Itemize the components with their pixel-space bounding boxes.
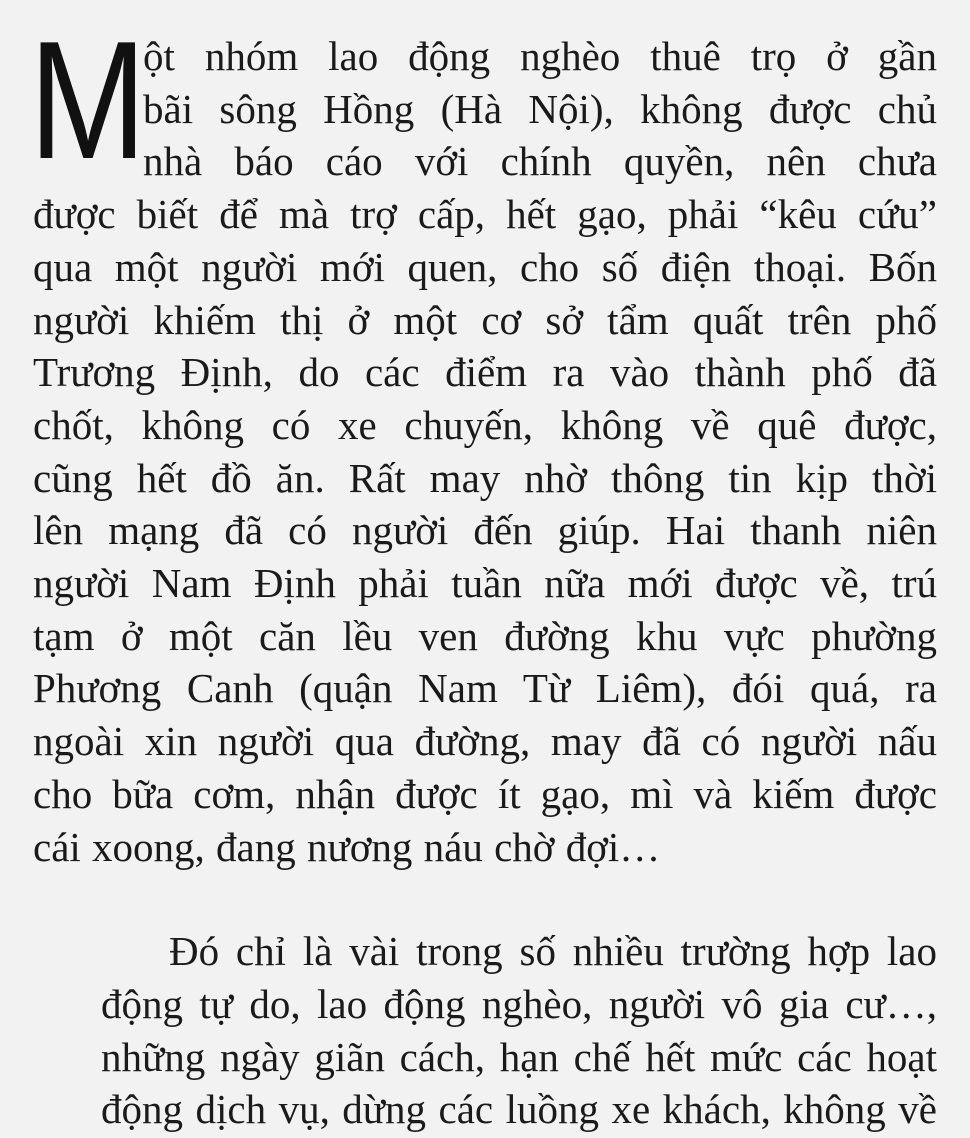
text-line: động tự do, lao động nghèo, người vô gia cư…, — [101, 980, 937, 1027]
text-line: nhà báo cáo với chính quyền, nên chưa — [143, 138, 937, 185]
paragraph-1 — [29, 6, 937, 873]
text-line: bãi sông Hồng (Hà Nội), không được chủ — [143, 85, 937, 132]
text-line: chốt, không có xe chuyến, không về quê được, — [33, 401, 937, 448]
text-line: được biết để mà trợ cấp, hết gạo, phải “kêu cứu” — [33, 191, 937, 238]
drop-cap: M — [29, 6, 147, 194]
text-line: cho bữa cơm, nhận được ít gạo, mì và kiếm được — [33, 770, 937, 817]
text-line: động dịch vụ, dừng các luồng xe khách, không về — [101, 1086, 937, 1133]
text-line: lên mạng đã có người đến giúp. Hai thanh niên — [33, 507, 937, 554]
text-line: qua một người mới quen, cho số điện thoại. Bốn — [33, 243, 937, 290]
text-line: ột nhóm lao động nghèo thuê trọ ở gần — [143, 33, 937, 79]
text-line: người Nam Định phải tuần nữa mới được về, trú — [33, 560, 937, 607]
paragraph-2 — [33, 925, 937, 1136]
article-body — [29, 6, 937, 1136]
text-line: cái xoong, đang nương náu chờ đợi… — [33, 823, 661, 870]
text-line: Trương Định, do các điểm ra vào thành phố đã — [33, 349, 937, 396]
text-line: người khiếm thị ở một cơ sở tẩm quất trên phố — [33, 296, 937, 343]
text-line: Phương Canh (quận Nam Từ Liêm), đói quá, ra — [33, 665, 937, 712]
text-line: cũng hết đồ ăn. Rất may nhờ thông tin kịp thời — [33, 454, 937, 501]
text-line: những ngày giãn cách, hạn chế hết mức các hoạt — [101, 1033, 937, 1080]
text-line: ngoài xin người qua đường, may đã có người nấu — [33, 718, 937, 765]
text-line: Đó chỉ là vài trong số nhiều trường hợp lao — [169, 928, 937, 975]
text-line: tạm ở một căn lều ven đường khu vực phường — [33, 612, 937, 659]
